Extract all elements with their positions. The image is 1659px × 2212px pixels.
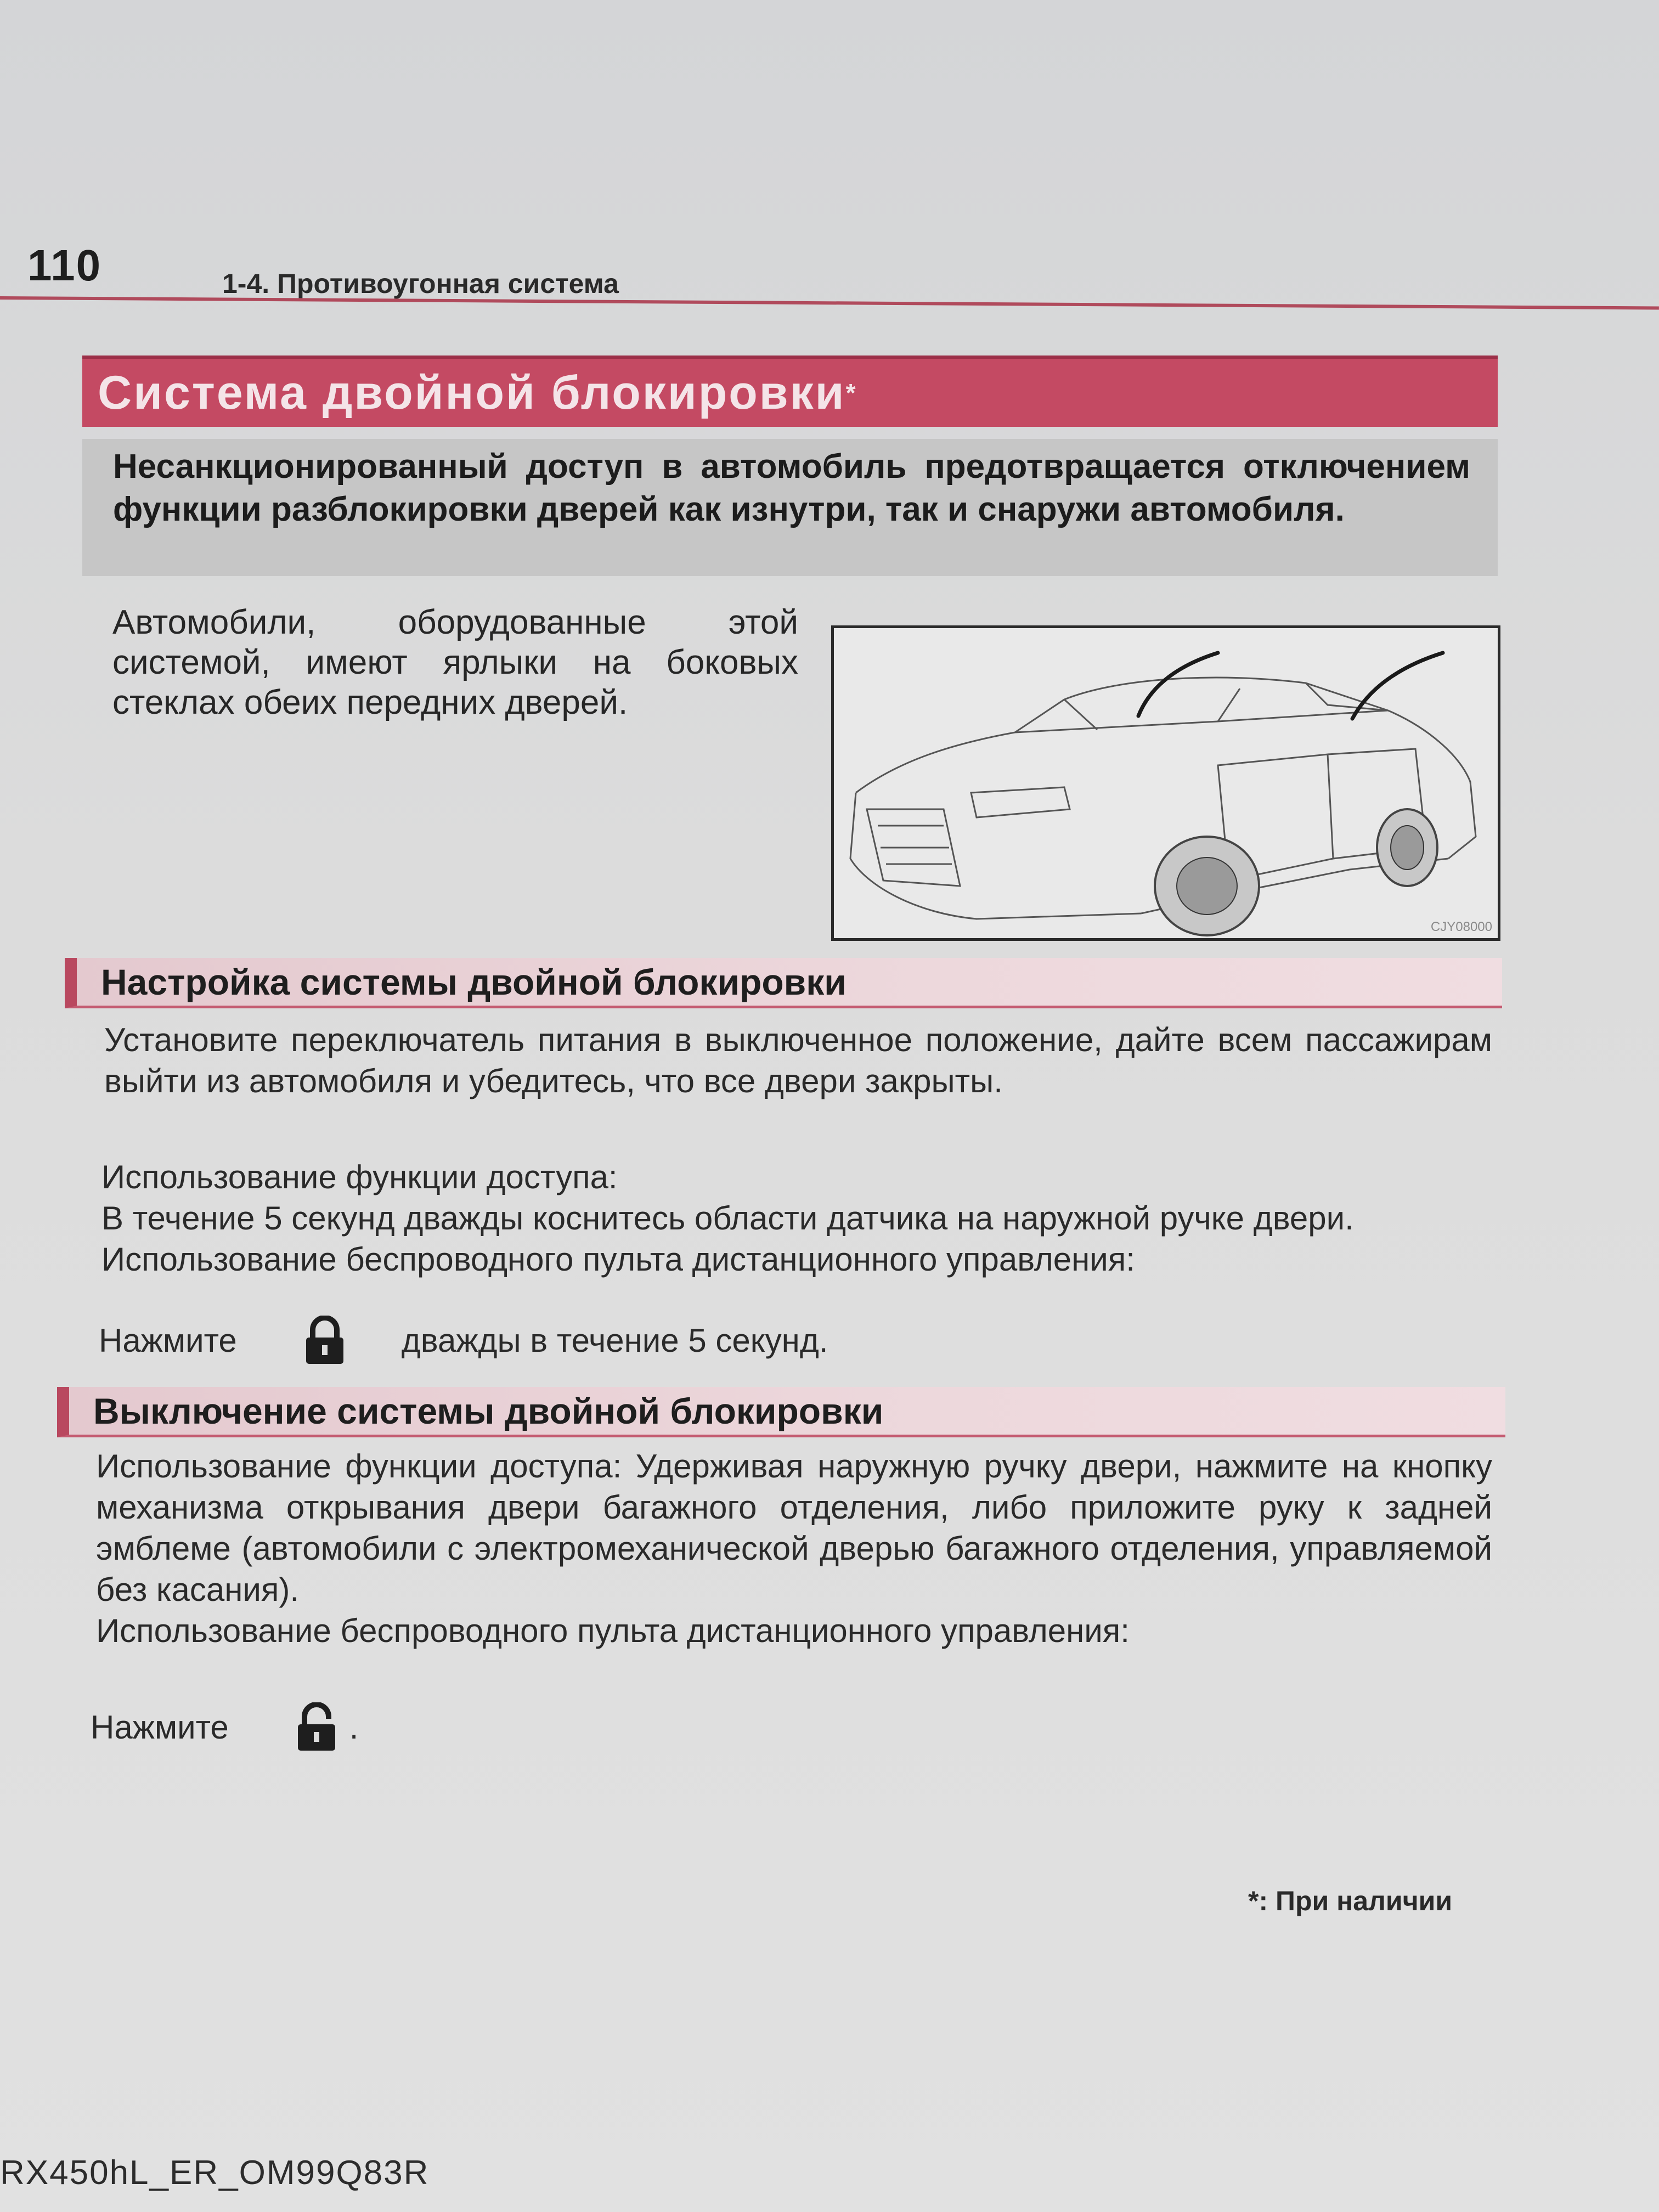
cancel-press-line — [91, 1702, 358, 1752]
lock-open-icon — [295, 1702, 338, 1752]
manual-code: RX450hL_ER_OM99Q83R — [0, 2154, 430, 2192]
cancel-heading — [57, 1387, 1505, 1437]
lock-closed-icon — [303, 1316, 347, 1365]
title-bar — [82, 356, 1498, 427]
car-figure — [831, 625, 1500, 941]
page-title: Система двойной блокировки — [98, 366, 846, 419]
car-label-text: Автомобили, оборудованные этой системой, имеют ярлыки на боковых стеклах обеих передних дверей. — [112, 603, 798, 721]
setup-press-line — [99, 1316, 828, 1365]
intro-text: Несанкционированный доступ в автомобиль предотвращается отключением функции разблокировки дверей как изнутри, так и снаружи автомобиля. — [113, 448, 1470, 528]
figure-code: CJY08000 — [1430, 919, 1492, 934]
cancel-text: Использование функции доступа: Удерживая наружную ручку двери, нажмите на кнопку механизма открывания двери багажного отделения, либо приложите руку к задней эмблеме (автомобили с электромеханической дверью багажного отделения, управляемой без касания). Использование беспроводного пульта дистанционного управления: — [96, 1448, 1492, 1649]
intro-box — [82, 439, 1498, 576]
cancel-press-suffix: . — [349, 1708, 359, 1746]
setup-entry-method: Использование функции доступа: В течение 5 секунд дважды коснитесь области датчика на наружной ручке двери. Использование беспроводного пульта дистанционного управления: — [101, 1159, 1354, 1278]
setup-press-label: Нажмите — [99, 1322, 237, 1359]
cancel-press-label: Нажмите — [91, 1708, 229, 1746]
setup-heading-text: Настройка системы двойной блокировки — [101, 961, 847, 1002]
section-path: 1-4. Противоугонная система — [222, 268, 619, 299]
page-number: 110 — [27, 241, 102, 290]
title-footnote-mark: * — [845, 379, 856, 407]
setup-heading — [65, 958, 1502, 1008]
car-illustration — [834, 628, 1498, 938]
footnote: *: При наличии — [1248, 1886, 1453, 1916]
cancel-heading-text: Выключение системы двойной блокировки — [93, 1390, 884, 1431]
header-rule — [0, 296, 1659, 309]
setup-press-suffix: дважды в течение 5 секунд. — [401, 1322, 828, 1359]
setup-instruction: Установите переключатель питания в выключенное положение, дайте всем пассажирам выйти из автомобиля и убедитесь, что все двери закрыты. — [104, 1022, 1492, 1099]
